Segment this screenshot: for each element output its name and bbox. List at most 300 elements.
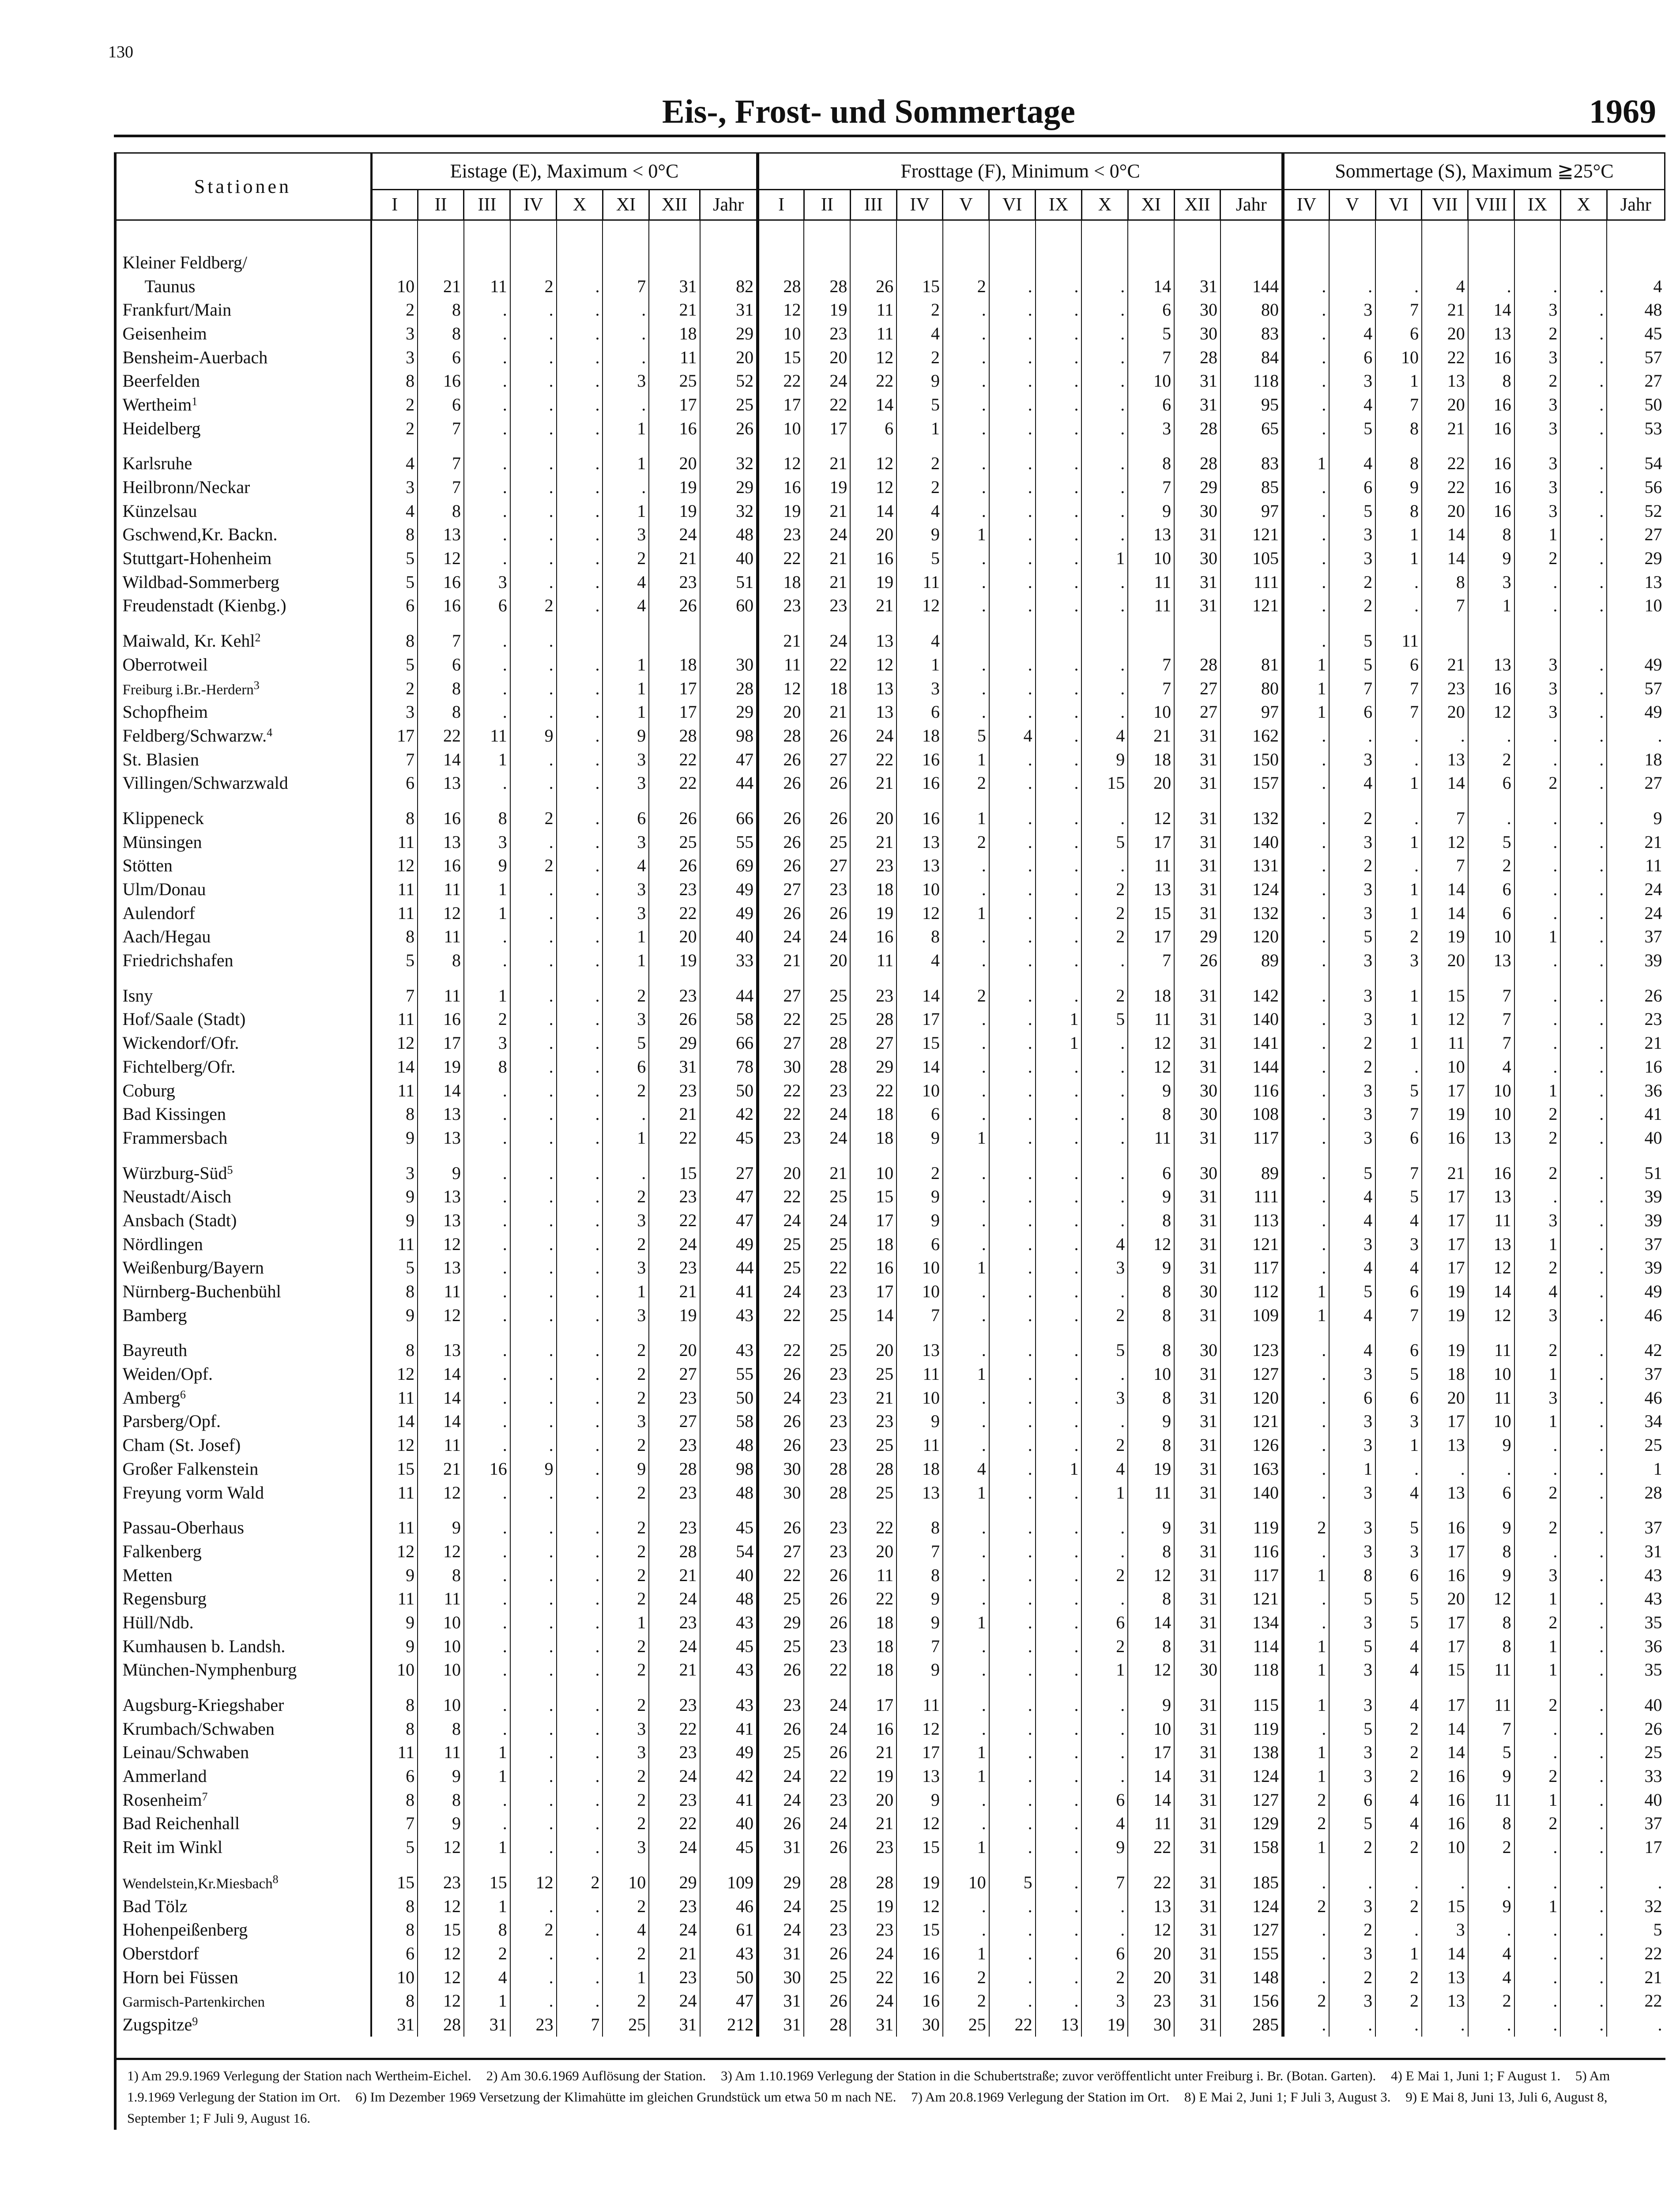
- cell-s-5: .: [1514, 1717, 1561, 1741]
- cell-s-1: 3: [1329, 1126, 1375, 1150]
- station-label: Nördlingen: [122, 1234, 203, 1254]
- cell-f-4: .: [943, 570, 989, 594]
- cell-f-3: 16: [897, 806, 943, 830]
- table-row: [115, 1635, 1665, 1658]
- cell-s-5: 2: [1514, 1693, 1561, 1717]
- cell-e-1: 7: [418, 452, 464, 476]
- cell-f-4: .: [943, 1031, 989, 1055]
- cell-s-2: 8: [1375, 417, 1422, 441]
- cell-s-3: 14: [1422, 523, 1468, 547]
- cell-s-0: .: [1283, 830, 1329, 854]
- cell-s-1: 2: [1329, 854, 1375, 878]
- cell-f-7: .: [1081, 1410, 1128, 1434]
- table-row: [115, 878, 1665, 901]
- cell-f-6: .: [1036, 452, 1082, 476]
- cell-s-0: .: [1283, 1102, 1329, 1126]
- cell-f-6: .: [1036, 1126, 1082, 1150]
- cell-f-7: .: [1081, 677, 1128, 701]
- cell-s-7: 36: [1607, 1079, 1665, 1103]
- cell-f-4: .: [943, 653, 989, 677]
- station-label: Taunus: [144, 276, 196, 296]
- cell-f-0: 22: [758, 1185, 804, 1209]
- cell-f-5: .: [989, 748, 1036, 772]
- cell-e-2: .: [464, 1280, 510, 1303]
- cell-e-1: 12: [418, 1232, 464, 1256]
- cell-e-6: 22: [649, 1126, 700, 1150]
- cell-f-7: .: [1081, 1587, 1128, 1611]
- cell-e-1: 12: [418, 1540, 464, 1563]
- group-spacer: [115, 1859, 1665, 1871]
- cell-f-2: 11: [850, 1563, 897, 1587]
- cell-f-9: 31: [1174, 984, 1220, 1008]
- cell-s-6: .: [1560, 1717, 1607, 1741]
- cell-e-0: 8: [371, 1102, 418, 1126]
- cell-f-6: .: [1036, 1386, 1082, 1410]
- station-name: [115, 1942, 372, 1966]
- cell-s-4: 2: [1468, 748, 1514, 772]
- cell-e-1: 13: [418, 830, 464, 854]
- cell-s-3: [1422, 629, 1468, 653]
- station-label: Falkenberg: [122, 1541, 202, 1561]
- cell-f-5: .: [989, 1126, 1036, 1150]
- station-label: Neustadt/Aisch: [122, 1186, 232, 1207]
- cell-f-2: 24: [850, 1989, 897, 2013]
- cell-e-6: 23: [649, 1741, 700, 1765]
- cell-f-7: 4: [1081, 1812, 1128, 1836]
- cell-f-9: 31: [1174, 1457, 1220, 1481]
- cell-f-0: 29: [758, 1611, 804, 1635]
- station-name: [115, 1741, 372, 1765]
- cell-f-8: 14: [1128, 1788, 1174, 1812]
- cell-f-1: 25: [804, 1303, 850, 1327]
- cell-e-4: 7: [557, 2013, 603, 2037]
- cell-f-8: 10: [1128, 1362, 1174, 1386]
- cell-f-4: .: [943, 1280, 989, 1303]
- cell-e-6: 31: [649, 2013, 700, 2037]
- cell-e-7: 29: [700, 322, 758, 346]
- cell-f-8: 3: [1128, 417, 1174, 441]
- cell-f-10: 155: [1220, 1942, 1283, 1966]
- cell-e-5: 1: [603, 1611, 649, 1635]
- cell-e-5: [603, 251, 649, 275]
- cell-e-3: .: [510, 1693, 557, 1717]
- cell-f-0: 20: [758, 1161, 804, 1185]
- footnote-marker: 7: [202, 1790, 208, 1803]
- cell-f-7: .: [1081, 1717, 1128, 1741]
- cell-e-1: 8: [418, 322, 464, 346]
- cell-f-0: 22: [758, 1339, 804, 1363]
- station-label: Karlsruhe: [122, 453, 192, 474]
- cell-s-3: .: [1422, 2013, 1468, 2037]
- cell-e-7: 32: [700, 452, 758, 476]
- cell-f-0: 26: [758, 830, 804, 854]
- cell-f-6: [1036, 251, 1082, 275]
- cell-s-1: 3: [1329, 523, 1375, 547]
- cell-s-5: .: [1514, 1942, 1561, 1966]
- cell-s-7: 48: [1607, 298, 1665, 322]
- cell-e-7: 43: [700, 1611, 758, 1635]
- cell-f-4: .: [943, 1008, 989, 1032]
- cell-e-5: 3: [603, 748, 649, 772]
- table-row: [115, 1812, 1665, 1836]
- cell-s-1: 5: [1329, 1717, 1375, 1741]
- cell-s-1: 7: [1329, 677, 1375, 701]
- cell-f-0: 25: [758, 1232, 804, 1256]
- cell-e-6: 19: [649, 475, 700, 499]
- group-spacer: [115, 618, 1665, 629]
- cell-e-5: 5: [603, 1031, 649, 1055]
- cell-f-9: 31: [1174, 1481, 1220, 1505]
- cell-f-3: 16: [897, 1966, 943, 1989]
- cell-s-5: 3: [1514, 452, 1561, 476]
- cell-e-6: 23: [649, 1894, 700, 1918]
- cell-e-3: 2: [510, 594, 557, 618]
- cell-s-6: .: [1560, 878, 1607, 901]
- cell-f-3: 12: [897, 901, 943, 925]
- cell-f-5: .: [989, 878, 1036, 901]
- cell-f-2: 21: [850, 771, 897, 795]
- cell-f-10: 140: [1220, 830, 1283, 854]
- cell-f-4: 1: [943, 1362, 989, 1386]
- cell-s-1: 3: [1329, 878, 1375, 901]
- cell-f-10: 120: [1220, 1386, 1283, 1410]
- col-header-e-i: I: [371, 190, 418, 220]
- table-row: [115, 901, 1665, 925]
- station-name: [115, 878, 372, 901]
- cell-s-1: 4: [1329, 1256, 1375, 1280]
- cell-f-8: 10: [1128, 700, 1174, 724]
- cell-f-6: .: [1036, 1989, 1082, 2013]
- cell-f-0: 24: [758, 925, 804, 949]
- cell-f-8: 9: [1128, 1693, 1174, 1717]
- cell-e-6: 23: [649, 1693, 700, 1717]
- cell-s-1: 3: [1329, 1362, 1375, 1386]
- cell-s-5: .: [1514, 1540, 1561, 1563]
- cell-f-0: 30: [758, 1966, 804, 1989]
- cell-e-1: 16: [418, 570, 464, 594]
- cell-e-4: .: [557, 1894, 603, 1918]
- cell-e-3: [510, 251, 557, 275]
- cell-s-6: .: [1560, 1741, 1607, 1765]
- cell-s-5: .: [1514, 2013, 1561, 2037]
- cell-f-5: .: [989, 1232, 1036, 1256]
- cell-e-3: .: [510, 1161, 557, 1185]
- table-row: [115, 1658, 1665, 1682]
- group-spacer: [115, 1150, 1665, 1161]
- cell-e-6: 26: [649, 1008, 700, 1032]
- cell-f-7: 1: [1081, 1658, 1128, 1682]
- cell-f-8: 23: [1128, 1989, 1174, 2013]
- cell-e-2: 1: [464, 1835, 510, 1859]
- cell-s-1: 4: [1329, 771, 1375, 795]
- cell-f-4: .: [943, 475, 989, 499]
- cell-s-4: 14: [1468, 1280, 1514, 1303]
- cell-s-4: 8: [1468, 1540, 1514, 1563]
- cell-f-7: .: [1081, 1161, 1128, 1185]
- cell-e-4: .: [557, 1209, 603, 1232]
- cell-f-7: .: [1081, 1918, 1128, 1942]
- cell-f-9: 30: [1174, 546, 1220, 570]
- cell-f-9: 31: [1174, 1918, 1220, 1942]
- cell-e-4: .: [557, 1812, 603, 1836]
- cell-e-7: 98: [700, 724, 758, 748]
- station-name: [115, 771, 372, 795]
- cell-e-5: 4: [603, 1918, 649, 1942]
- cell-e-0: 31: [371, 2013, 418, 2037]
- station-label: Kleiner Feldberg/: [122, 252, 248, 272]
- cell-e-5: 9: [603, 724, 649, 748]
- cell-s-7: 33: [1607, 1764, 1665, 1788]
- cell-f-4: .: [943, 1339, 989, 1363]
- cell-s-2: 7: [1375, 700, 1422, 724]
- cell-f-3: 11: [897, 570, 943, 594]
- cell-f-6: .: [1036, 1256, 1082, 1280]
- cell-e-2: .: [464, 1386, 510, 1410]
- cell-e-6: 26: [649, 806, 700, 830]
- cell-f-6: .: [1036, 475, 1082, 499]
- cell-f-4: .: [943, 1102, 989, 1126]
- cell-f-5: .: [989, 1942, 1036, 1966]
- cell-f-2: 18: [850, 1611, 897, 1635]
- col-header-f-iii: III: [850, 190, 897, 220]
- cell-s-6: .: [1560, 275, 1607, 298]
- cell-s-4: 8: [1468, 523, 1514, 547]
- cell-s-4: 13: [1468, 653, 1514, 677]
- cell-e-5: .: [603, 322, 649, 346]
- cell-s-1: 4: [1329, 1303, 1375, 1327]
- cell-f-9: 31: [1174, 1764, 1220, 1788]
- cell-f-6: .: [1036, 1481, 1082, 1505]
- cell-f-9: 31: [1174, 878, 1220, 901]
- cell-e-2: .: [464, 1563, 510, 1587]
- cell-e-4: .: [557, 984, 603, 1008]
- cell-f-2: 21: [850, 1812, 897, 1836]
- cell-s-5: 3: [1514, 393, 1561, 417]
- cell-s-3: 14: [1422, 901, 1468, 925]
- table-row: [115, 1717, 1665, 1741]
- cell-s-3: 13: [1422, 1966, 1468, 1989]
- cell-e-6: 23: [649, 1516, 700, 1540]
- cell-s-3: 23: [1422, 677, 1468, 701]
- cell-f-3: 8: [897, 1563, 943, 1587]
- cell-s-4: 6: [1468, 878, 1514, 901]
- footnote-marker: 1: [192, 395, 198, 408]
- cell-e-2: .: [464, 653, 510, 677]
- cell-s-1: .: [1329, 724, 1375, 748]
- cell-e-2: 11: [464, 275, 510, 298]
- cell-s-2: 4: [1375, 1256, 1422, 1280]
- cell-s-2: 2: [1375, 1989, 1422, 2013]
- cell-e-3: .: [510, 1587, 557, 1611]
- cell-e-7: 45: [700, 1835, 758, 1859]
- cell-e-2: 9: [464, 854, 510, 878]
- cell-s-0: 1: [1283, 1563, 1329, 1587]
- station-name: [115, 546, 372, 570]
- cell-s-6: .: [1560, 1339, 1607, 1363]
- cell-f-5: .: [989, 1433, 1036, 1457]
- cell-f-10: 117: [1220, 1126, 1283, 1150]
- cell-e-3: .: [510, 925, 557, 949]
- cell-e-4: .: [557, 546, 603, 570]
- cell-f-1: 26: [804, 1563, 850, 1587]
- cell-e-1: 16: [418, 594, 464, 618]
- cell-f-4: .: [943, 1717, 989, 1741]
- cell-s-6: .: [1560, 2013, 1607, 2037]
- table-row: [115, 1764, 1665, 1788]
- cell-s-3: 14: [1422, 771, 1468, 795]
- cell-f-5: .: [989, 475, 1036, 499]
- cell-s-2: 7: [1375, 1102, 1422, 1126]
- cell-f-1: 21: [804, 700, 850, 724]
- cell-s-7: 50: [1607, 393, 1665, 417]
- cell-f-1: 28: [804, 1055, 850, 1079]
- cell-f-6: .: [1036, 1055, 1082, 1079]
- cell-f-5: .: [989, 1835, 1036, 1859]
- cell-s-4: 10: [1468, 1102, 1514, 1126]
- cell-e-6: 23: [649, 878, 700, 901]
- cell-f-8: 8: [1128, 1540, 1174, 1563]
- cell-s-3: 13: [1422, 1481, 1468, 1505]
- cell-s-7: 37: [1607, 1516, 1665, 1540]
- table-row: [115, 393, 1665, 417]
- cell-e-2: .: [464, 1516, 510, 1540]
- cell-e-7: 27: [700, 1161, 758, 1185]
- cell-f-2: 17: [850, 1280, 897, 1303]
- col-header-f-xi: XI: [1128, 190, 1174, 220]
- cell-s-2: 7: [1375, 393, 1422, 417]
- cell-s-5: .: [1514, 748, 1561, 772]
- cell-e-3: .: [510, 1481, 557, 1505]
- cell-s-3: 19: [1422, 925, 1468, 949]
- cell-f-6: .: [1036, 925, 1082, 949]
- cell-f-8: 8: [1128, 1587, 1174, 1611]
- col-header-s-ix: IX: [1514, 190, 1561, 220]
- cell-f-5: .: [989, 1717, 1036, 1741]
- cell-e-4: .: [557, 369, 603, 393]
- cell-s-4: 10: [1468, 1410, 1514, 1434]
- cell-s-7: 13: [1607, 570, 1665, 594]
- col-header-f-ix: IX: [1036, 190, 1082, 220]
- cell-e-4: .: [557, 1540, 603, 1563]
- cell-e-7: 50: [700, 1079, 758, 1103]
- cell-f-9: 31: [1174, 1410, 1220, 1434]
- cell-f-10: 108: [1220, 1102, 1283, 1126]
- cell-s-5: .: [1514, 1185, 1561, 1209]
- cell-e-0: 9: [371, 1303, 418, 1327]
- cell-e-4: .: [557, 475, 603, 499]
- station-name: [115, 1008, 372, 1032]
- cell-f-1: 28: [804, 1031, 850, 1055]
- cell-e-2: 1: [464, 984, 510, 1008]
- cell-f-10: 89: [1220, 949, 1283, 972]
- cell-s-6: .: [1560, 925, 1607, 949]
- cell-f-6: .: [1036, 949, 1082, 972]
- cell-s-6: .: [1560, 393, 1607, 417]
- cell-s-7: 54: [1607, 452, 1665, 476]
- cell-f-6: .: [1036, 1717, 1082, 1741]
- cell-e-3: .: [510, 1563, 557, 1587]
- cell-e-4: .: [557, 830, 603, 854]
- cell-f-5: .: [989, 452, 1036, 476]
- cell-e-6: 26: [649, 594, 700, 618]
- cell-f-6: .: [1036, 417, 1082, 441]
- station-label: Isny: [122, 985, 153, 1006]
- cell-s-6: .: [1560, 1611, 1607, 1635]
- station-name: [115, 1232, 372, 1256]
- cell-f-5: .: [989, 322, 1036, 346]
- cell-e-3: .: [510, 546, 557, 570]
- cell-s-6: .: [1560, 806, 1607, 830]
- cell-e-6: 19: [649, 1303, 700, 1327]
- cell-s-0: .: [1283, 901, 1329, 925]
- station-label: Heilbronn/Neckar: [122, 477, 250, 497]
- cell-e-7: 47: [700, 1209, 758, 1232]
- cell-s-7: .: [1607, 1871, 1665, 1894]
- cell-f-7: 2: [1081, 878, 1128, 901]
- cell-e-1: 21: [418, 275, 464, 298]
- cell-e-3: .: [510, 1611, 557, 1635]
- cell-e-4: .: [557, 1693, 603, 1717]
- cell-s-1: 3: [1329, 949, 1375, 972]
- cell-f-7: 2: [1081, 1563, 1128, 1587]
- cell-f-3: 10: [897, 878, 943, 901]
- cell-e-5: 3: [603, 1741, 649, 1765]
- cell-f-10: 116: [1220, 1079, 1283, 1103]
- cell-e-6: 27: [649, 1362, 700, 1386]
- cell-f-6: .: [1036, 1942, 1082, 1966]
- cell-e-5: 4: [603, 570, 649, 594]
- cell-e-6: 22: [649, 901, 700, 925]
- cell-s-5: .: [1514, 1008, 1561, 1032]
- cell-e-1: 28: [418, 2013, 464, 2037]
- cell-e-2: 1: [464, 1741, 510, 1765]
- cell-f-8: 12: [1128, 806, 1174, 830]
- cell-s-5: [1514, 629, 1561, 653]
- cell-f-4: .: [943, 1693, 989, 1717]
- cell-f-0: 25: [758, 1587, 804, 1611]
- cell-f-7: 2: [1081, 1303, 1128, 1327]
- cell-f-10: 80: [1220, 298, 1283, 322]
- cell-f-2: 16: [850, 1717, 897, 1741]
- cell-f-1: 26: [804, 1989, 850, 2013]
- cell-s-3: 17: [1422, 1232, 1468, 1256]
- cell-f-7: 5: [1081, 830, 1128, 854]
- cell-e-3: .: [510, 830, 557, 854]
- cell-s-1: 3: [1329, 1611, 1375, 1635]
- cell-s-6: .: [1560, 594, 1607, 618]
- cell-s-6: .: [1560, 1209, 1607, 1232]
- station-name: [115, 499, 372, 523]
- cell-f-8: 20: [1128, 1966, 1174, 1989]
- cell-s-1: 2: [1329, 1055, 1375, 1079]
- cell-e-3: .: [510, 1635, 557, 1658]
- cell-e-3: .: [510, 653, 557, 677]
- station-label: Feldberg/Schwarzw.: [122, 725, 267, 746]
- cell-f-0: 10: [758, 322, 804, 346]
- cell-e-4: .: [557, 346, 603, 369]
- col-header-f-x: X: [1081, 190, 1128, 220]
- cell-s-5: .: [1514, 275, 1561, 298]
- cell-s-5: 3: [1514, 677, 1561, 701]
- cell-f-7: 4: [1081, 1232, 1128, 1256]
- cell-e-0: 8: [371, 1693, 418, 1717]
- cell-f-4: .: [943, 369, 989, 393]
- cell-f-0: 26: [758, 1516, 804, 1540]
- station-label: München-Nymphenburg: [122, 1660, 297, 1680]
- cell-f-0: 26: [758, 901, 804, 925]
- station-label: Oberstdorf: [122, 1943, 199, 1963]
- cell-f-1: 23: [804, 1410, 850, 1434]
